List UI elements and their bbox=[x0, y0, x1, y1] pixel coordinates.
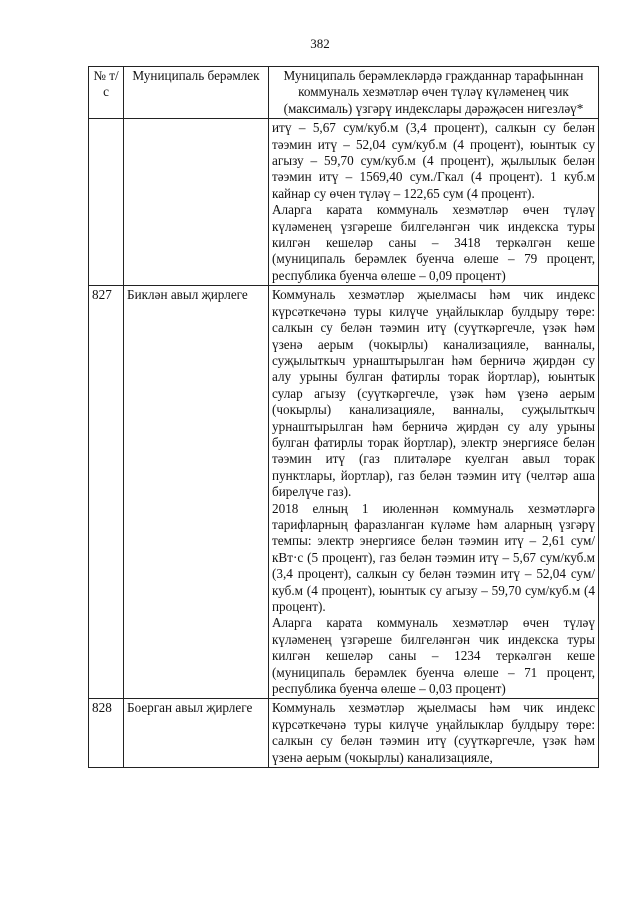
description-cell bbox=[269, 119, 599, 286]
description-paragraph: Аларга карата коммуналь хезмәтләр өчен түләү күләменең үзгәреше билгеләнгән чик индекска туры килгән кешеләр саны – 3418 теркәлгән кеше (муниципаль берәмлек буенча өлеше – 79 процент, республика буенча өлеше – 0,09 процент) bbox=[272, 202, 595, 283]
description-paragraph: 2018 елның 1 июленнән коммуналь хезмәтләргә тарифларның фаразланган күләме һәм аларның үзгәрү темпы: электр энергиясе белән тәэмин итү – 2,61 сум/кВт·с (5 процент), газ белән тәэмин итү – 5,67 сум/куб.м (3,4 процент), салкын су белән тәэмин итү – 52,04 сум/куб.м (4 процент), юынтык су агызу – 59,70 сум/куб.м (4 процент). bbox=[272, 500, 595, 614]
header-description: Муниципаль берәмлекләрдә гражданнар тарафыннан коммуналь хезмәтләр өчен түләү күләменең чик (максималь) үзгәрү индекслары дәрәҗәсен нигезләү* bbox=[269, 67, 599, 119]
municipality-name: Боерган авыл җирлеге bbox=[124, 699, 269, 768]
description-cell bbox=[269, 286, 599, 699]
description-paragraph: Коммуналь хезмәтләр җыелмасы һәм чик индекс күрсәткечәнә туры килүче уңайлыклар булдыру төре: салкын су белән тәэмин итү (суүткәргечле, үзәк һәм үзенә аерым (чокырлы) канализацияле, bbox=[272, 700, 595, 765]
data-table bbox=[88, 66, 599, 768]
description-paragraph: Аларга карата коммуналь хезмәтләр өчен түләү күләменең үзгәреше билгеләнгән чик индекска туры килгән кешеләр саны – 1234 теркәлгән кеше (муниципаль берәмлек буенча өлеше – 71 процент, республика буенча өлеше – 0,03 процент) bbox=[272, 615, 595, 697]
description-cell bbox=[269, 699, 599, 768]
row-number: 828 bbox=[89, 699, 124, 768]
header-municipality: Муниципаль берәмлек bbox=[124, 67, 269, 119]
table-row bbox=[89, 119, 599, 286]
description-paragraph: Коммуналь хезмәтләр җыелмасы һәм чик индекс күрсәткечәнә туры килүче уңайлыклар булдыру төре: салкын су белән тәэмин итү (суүткәргечле, үзәк һәм үзенә аерым (чокырлы) канализацияле, ванналы, суҗылыткыч урнаштырылган һәм берничә җирдән су алу урыны булган фатирлы торак йортлар), юынтык сулар агызу (суүткәргечле, үзәк һәм үзенә аерым (чокырлы) канализацияле, ванналы, суҗылыткыч урнаштырылган һәм берничә җирдән су алу урыны булган фатирлы торак йортлар), электр энергиясе белән тәэмин итү (газ плитәләре куелган авыл торак пунктлары, йортлар), газ белән тәэмин итү (челтәр аша бирелүче газ). bbox=[272, 287, 595, 500]
table-row bbox=[89, 286, 599, 699]
header-num: № т/с bbox=[89, 67, 124, 119]
page-number: 382 bbox=[310, 36, 330, 51]
municipality-name: Биклән авыл җирлеге bbox=[124, 286, 269, 699]
description-paragraph: итү – 5,67 сум/куб.м (3,4 процент), салкын су белән тәэмин итү – 52,04 сум/куб.м (4 процент), юынтык су агызу – 59,70 сум/куб.м (4 процент), җылылык белән тәэмин итү – 1569,40 сум./Гкал (4 процент). 1 куб.м кайнар су өчен түләү – 122,65 сум (4 процент). bbox=[272, 120, 595, 201]
row-number bbox=[89, 119, 124, 286]
row-number: 827 bbox=[89, 286, 124, 699]
table-row bbox=[89, 699, 599, 768]
table-header-row bbox=[89, 67, 599, 119]
municipality-name bbox=[124, 119, 269, 286]
